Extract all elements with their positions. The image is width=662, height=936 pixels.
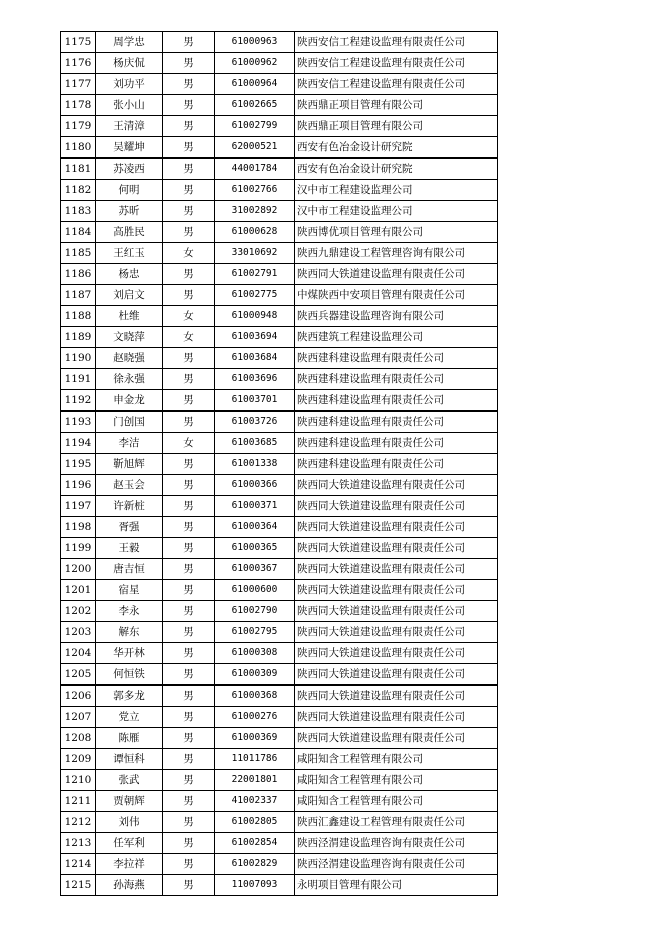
row-number-cell: 1205 xyxy=(61,664,96,686)
gender-cell: 女 xyxy=(163,306,215,327)
document-sheet xyxy=(60,31,498,896)
company-cell: 陕西同大铁道建设监理有限责任公司 xyxy=(295,728,498,749)
company-cell: 咸阳知含工程管理有限公司 xyxy=(295,770,498,791)
table-row xyxy=(61,475,498,496)
certificate-number-cell: 61000368 xyxy=(215,685,295,707)
certificate-number-cell: 61000628 xyxy=(215,222,295,243)
company-cell: 陕西汇鑫建设工程管理有限责任公司 xyxy=(295,812,498,833)
certificate-number-cell: 11007093 xyxy=(215,875,295,896)
certificate-number-cell: 41002337 xyxy=(215,791,295,812)
table-row xyxy=(61,222,498,243)
row-number-cell: 1212 xyxy=(61,812,96,833)
gender-cell: 男 xyxy=(163,285,215,306)
row-number-cell: 1204 xyxy=(61,643,96,664)
name-cell: 周学忠 xyxy=(96,32,163,53)
certificate-number-cell: 61000948 xyxy=(215,306,295,327)
table-row xyxy=(61,685,498,707)
company-cell: 汉中市工程建设监理公司 xyxy=(295,180,498,201)
table-row xyxy=(61,74,498,95)
company-cell: 陕西同大铁道建设监理有限责任公司 xyxy=(295,559,498,580)
row-number-cell: 1182 xyxy=(61,180,96,201)
gender-cell: 男 xyxy=(163,158,215,180)
company-cell: 陕西兵器建设监理咨询有限公司 xyxy=(295,306,498,327)
row-number-cell: 1202 xyxy=(61,601,96,622)
name-cell: 李拉祥 xyxy=(96,854,163,875)
name-cell: 徐永强 xyxy=(96,369,163,390)
row-number-cell: 1183 xyxy=(61,201,96,222)
certificate-number-cell: 22001801 xyxy=(215,770,295,791)
certificate-number-cell: 61000366 xyxy=(215,475,295,496)
certificate-number-cell: 61002791 xyxy=(215,264,295,285)
name-cell: 郭多龙 xyxy=(96,685,163,707)
certificate-number-cell: 61003684 xyxy=(215,348,295,369)
table-row xyxy=(61,538,498,559)
row-number-cell: 1200 xyxy=(61,559,96,580)
certificate-number-cell: 61000308 xyxy=(215,643,295,664)
name-cell: 华开林 xyxy=(96,643,163,664)
certificate-number-cell: 61002799 xyxy=(215,116,295,137)
table-row xyxy=(61,137,498,159)
table-row xyxy=(61,643,498,664)
row-number-cell: 1185 xyxy=(61,243,96,264)
name-cell: 任军利 xyxy=(96,833,163,854)
company-cell: 陕西安信工程建设监理有限责任公司 xyxy=(295,53,498,74)
gender-cell: 男 xyxy=(163,348,215,369)
table-row xyxy=(61,749,498,770)
certificate-number-cell: 62000521 xyxy=(215,137,295,159)
company-cell: 陕西同大铁道建设监理有限责任公司 xyxy=(295,707,498,728)
company-cell: 陕西同大铁道建设监理有限责任公司 xyxy=(295,664,498,686)
company-cell: 陕西同大铁道建设监理有限责任公司 xyxy=(295,496,498,517)
table-row xyxy=(61,158,498,180)
row-number-cell: 1193 xyxy=(61,411,96,433)
gender-cell: 男 xyxy=(163,664,215,686)
company-cell: 咸阳知含工程管理有限公司 xyxy=(295,749,498,770)
certificate-number-cell: 61000962 xyxy=(215,53,295,74)
table-row xyxy=(61,664,498,686)
table-row xyxy=(61,854,498,875)
table-row xyxy=(61,32,498,53)
row-number-cell: 1192 xyxy=(61,390,96,412)
gender-cell: 男 xyxy=(163,475,215,496)
name-cell: 高胜民 xyxy=(96,222,163,243)
row-number-cell: 1211 xyxy=(61,791,96,812)
name-cell: 杨庆侃 xyxy=(96,53,163,74)
row-number-cell: 1184 xyxy=(61,222,96,243)
company-cell: 西安有色冶金设计研究院 xyxy=(295,137,498,159)
name-cell: 王红玉 xyxy=(96,243,163,264)
name-cell: 赵晓强 xyxy=(96,348,163,369)
certificate-number-cell: 61000964 xyxy=(215,74,295,95)
company-cell: 咸阳知含工程管理有限公司 xyxy=(295,791,498,812)
table-row xyxy=(61,411,498,433)
row-number-cell: 1213 xyxy=(61,833,96,854)
row-number-cell: 1207 xyxy=(61,707,96,728)
company-cell: 陕西建科建设监理有限责任公司 xyxy=(295,369,498,390)
row-number-cell: 1176 xyxy=(61,53,96,74)
name-cell: 党立 xyxy=(96,707,163,728)
table-row xyxy=(61,580,498,601)
row-number-cell: 1199 xyxy=(61,538,96,559)
row-number-cell: 1177 xyxy=(61,74,96,95)
row-number-cell: 1181 xyxy=(61,158,96,180)
table-row xyxy=(61,833,498,854)
name-cell: 文晓萍 xyxy=(96,327,163,348)
name-cell: 张武 xyxy=(96,770,163,791)
company-cell: 陕西鼎正项目管理有限公司 xyxy=(295,116,498,137)
name-cell: 宿星 xyxy=(96,580,163,601)
company-cell: 陕西鼎正项目管理有限公司 xyxy=(295,95,498,116)
company-cell: 陕西同大铁道建设监理有限责任公司 xyxy=(295,601,498,622)
table-row xyxy=(61,601,498,622)
certificate-number-cell: 61000276 xyxy=(215,707,295,728)
row-number-cell: 1197 xyxy=(61,496,96,517)
row-number-cell: 1203 xyxy=(61,622,96,643)
certificate-number-cell: 61000600 xyxy=(215,580,295,601)
company-cell: 陕西建科建设监理有限责任公司 xyxy=(295,433,498,454)
name-cell: 孙海燕 xyxy=(96,875,163,896)
table-body xyxy=(61,32,498,896)
gender-cell: 男 xyxy=(163,685,215,707)
name-cell: 靳旭辉 xyxy=(96,454,163,475)
row-number-cell: 1208 xyxy=(61,728,96,749)
company-cell: 陕西同大铁道建设监理有限责任公司 xyxy=(295,264,498,285)
gender-cell: 男 xyxy=(163,454,215,475)
name-cell: 刘功平 xyxy=(96,74,163,95)
row-number-cell: 1198 xyxy=(61,517,96,538)
gender-cell: 男 xyxy=(163,601,215,622)
gender-cell: 男 xyxy=(163,791,215,812)
company-cell: 中煤陕西中安项目管理有限责任公司 xyxy=(295,285,498,306)
row-number-cell: 1186 xyxy=(61,264,96,285)
table-row xyxy=(61,770,498,791)
company-cell: 陕西同大铁道建设监理有限责任公司 xyxy=(295,475,498,496)
name-cell: 许新桩 xyxy=(96,496,163,517)
certificate-number-cell: 33010692 xyxy=(215,243,295,264)
name-cell: 唐吉恒 xyxy=(96,559,163,580)
table-row xyxy=(61,369,498,390)
certificate-number-cell: 61000369 xyxy=(215,728,295,749)
certificate-number-cell: 61000309 xyxy=(215,664,295,686)
company-cell: 陕西同大铁道建设监理有限责任公司 xyxy=(295,538,498,559)
name-cell: 苏凌西 xyxy=(96,158,163,180)
certificate-number-cell: 61000963 xyxy=(215,32,295,53)
gender-cell: 男 xyxy=(163,390,215,412)
gender-cell: 男 xyxy=(163,95,215,116)
certificate-number-cell: 44001784 xyxy=(215,158,295,180)
company-cell: 陕西同大铁道建设监理有限责任公司 xyxy=(295,517,498,538)
company-cell: 陕西九鼎建设工程管理咨询有限公司 xyxy=(295,243,498,264)
table-row xyxy=(61,707,498,728)
name-cell: 王清漳 xyxy=(96,116,163,137)
row-number-cell: 1194 xyxy=(61,433,96,454)
gender-cell: 男 xyxy=(163,580,215,601)
table-row xyxy=(61,243,498,264)
table-row xyxy=(61,812,498,833)
name-cell: 谭恒科 xyxy=(96,749,163,770)
certificate-number-cell: 61002795 xyxy=(215,622,295,643)
table-row xyxy=(61,180,498,201)
company-cell: 陕西同大铁道建设监理有限责任公司 xyxy=(295,622,498,643)
certificate-number-cell: 11011786 xyxy=(215,749,295,770)
company-cell: 汉中市工程建设监理公司 xyxy=(295,201,498,222)
certificate-number-cell: 61000364 xyxy=(215,517,295,538)
certificate-number-cell: 61000365 xyxy=(215,538,295,559)
row-number-cell: 1179 xyxy=(61,116,96,137)
gender-cell: 男 xyxy=(163,411,215,433)
table-row xyxy=(61,517,498,538)
company-cell: 陕西泾渭建设监理咨询有限责任公司 xyxy=(295,833,498,854)
table-row xyxy=(61,95,498,116)
row-number-cell: 1196 xyxy=(61,475,96,496)
certificate-number-cell: 61002775 xyxy=(215,285,295,306)
table-row xyxy=(61,53,498,74)
certificate-number-cell: 61003685 xyxy=(215,433,295,454)
certificate-number-cell: 61003701 xyxy=(215,390,295,412)
row-number-cell: 1187 xyxy=(61,285,96,306)
company-cell: 陕西建科建设监理有限责任公司 xyxy=(295,454,498,475)
row-number-cell: 1189 xyxy=(61,327,96,348)
name-cell: 胥强 xyxy=(96,517,163,538)
gender-cell: 男 xyxy=(163,875,215,896)
gender-cell: 男 xyxy=(163,496,215,517)
table-row xyxy=(61,622,498,643)
name-cell: 刘启文 xyxy=(96,285,163,306)
name-cell: 苏昕 xyxy=(96,201,163,222)
certificate-number-cell: 61003696 xyxy=(215,369,295,390)
table-row xyxy=(61,454,498,475)
company-cell: 陕西安信工程建设监理有限责任公司 xyxy=(295,74,498,95)
name-cell: 门创国 xyxy=(96,411,163,433)
table-row xyxy=(61,496,498,517)
certificate-number-cell: 31002892 xyxy=(215,201,295,222)
certificate-number-cell: 61000367 xyxy=(215,559,295,580)
name-cell: 赵玉会 xyxy=(96,475,163,496)
name-cell: 张小山 xyxy=(96,95,163,116)
table-row xyxy=(61,116,498,137)
company-cell: 陕西博优项目管理有限公司 xyxy=(295,222,498,243)
table-row xyxy=(61,875,498,896)
certificate-number-cell: 61002854 xyxy=(215,833,295,854)
certificate-number-cell: 61003694 xyxy=(215,327,295,348)
gender-cell: 男 xyxy=(163,53,215,74)
row-number-cell: 1190 xyxy=(61,348,96,369)
gender-cell: 男 xyxy=(163,728,215,749)
gender-cell: 男 xyxy=(163,770,215,791)
gender-cell: 男 xyxy=(163,517,215,538)
table-row xyxy=(61,285,498,306)
name-cell: 刘伟 xyxy=(96,812,163,833)
gender-cell: 男 xyxy=(163,201,215,222)
name-cell: 贾朝辉 xyxy=(96,791,163,812)
name-cell: 杜维 xyxy=(96,306,163,327)
row-number-cell: 1201 xyxy=(61,580,96,601)
table-row xyxy=(61,348,498,369)
gender-cell: 男 xyxy=(163,643,215,664)
table-row xyxy=(61,327,498,348)
gender-cell: 男 xyxy=(163,116,215,137)
table-row xyxy=(61,306,498,327)
company-cell: 陕西泾渭建设监理咨询有限责任公司 xyxy=(295,854,498,875)
name-cell: 陈雁 xyxy=(96,728,163,749)
row-number-cell: 1210 xyxy=(61,770,96,791)
gender-cell: 女 xyxy=(163,433,215,454)
gender-cell: 男 xyxy=(163,833,215,854)
gender-cell: 男 xyxy=(163,854,215,875)
certificate-number-cell: 61000371 xyxy=(215,496,295,517)
certificate-number-cell: 61003726 xyxy=(215,411,295,433)
name-cell: 何恒铁 xyxy=(96,664,163,686)
row-number-cell: 1214 xyxy=(61,854,96,875)
table-row xyxy=(61,433,498,454)
company-cell: 陕西建科建设监理有限责任公司 xyxy=(295,411,498,433)
table-row xyxy=(61,728,498,749)
gender-cell: 男 xyxy=(163,32,215,53)
company-cell: 陕西同大铁道建设监理有限责任公司 xyxy=(295,580,498,601)
table-row xyxy=(61,559,498,580)
gender-cell: 男 xyxy=(163,538,215,559)
gender-cell: 男 xyxy=(163,707,215,728)
registry-table xyxy=(60,31,498,896)
gender-cell: 男 xyxy=(163,264,215,285)
gender-cell: 男 xyxy=(163,812,215,833)
row-number-cell: 1209 xyxy=(61,749,96,770)
certificate-number-cell: 61002805 xyxy=(215,812,295,833)
company-cell: 永明项目管理有限公司 xyxy=(295,875,498,896)
row-number-cell: 1175 xyxy=(61,32,96,53)
company-cell: 陕西安信工程建设监理有限责任公司 xyxy=(295,32,498,53)
gender-cell: 男 xyxy=(163,180,215,201)
company-cell: 陕西同大铁道建设监理有限责任公司 xyxy=(295,643,498,664)
certificate-number-cell: 61002829 xyxy=(215,854,295,875)
row-number-cell: 1215 xyxy=(61,875,96,896)
name-cell: 李洁 xyxy=(96,433,163,454)
company-cell: 西安有色冶金设计研究院 xyxy=(295,158,498,180)
gender-cell: 女 xyxy=(163,243,215,264)
table-row xyxy=(61,791,498,812)
certificate-number-cell: 61002665 xyxy=(215,95,295,116)
gender-cell: 男 xyxy=(163,749,215,770)
row-number-cell: 1180 xyxy=(61,137,96,159)
gender-cell: 男 xyxy=(163,559,215,580)
certificate-number-cell: 61001338 xyxy=(215,454,295,475)
certificate-number-cell: 61002790 xyxy=(215,601,295,622)
name-cell: 解东 xyxy=(96,622,163,643)
name-cell: 吴耀坤 xyxy=(96,137,163,159)
row-number-cell: 1188 xyxy=(61,306,96,327)
gender-cell: 男 xyxy=(163,137,215,159)
gender-cell: 男 xyxy=(163,622,215,643)
table-row xyxy=(61,390,498,412)
company-cell: 陕西建科建设监理有限责任公司 xyxy=(295,348,498,369)
name-cell: 何明 xyxy=(96,180,163,201)
company-cell: 陕西建筑工程建设监理公司 xyxy=(295,327,498,348)
company-cell: 陕西建科建设监理有限责任公司 xyxy=(295,390,498,412)
table-row xyxy=(61,264,498,285)
name-cell: 王毅 xyxy=(96,538,163,559)
name-cell: 申金龙 xyxy=(96,390,163,412)
gender-cell: 男 xyxy=(163,369,215,390)
table-row xyxy=(61,201,498,222)
gender-cell: 男 xyxy=(163,222,215,243)
row-number-cell: 1178 xyxy=(61,95,96,116)
certificate-number-cell: 61002766 xyxy=(215,180,295,201)
gender-cell: 女 xyxy=(163,327,215,348)
row-number-cell: 1206 xyxy=(61,685,96,707)
name-cell: 李永 xyxy=(96,601,163,622)
name-cell: 杨忠 xyxy=(96,264,163,285)
gender-cell: 男 xyxy=(163,74,215,95)
row-number-cell: 1195 xyxy=(61,454,96,475)
row-number-cell: 1191 xyxy=(61,369,96,390)
company-cell: 陕西同大铁道建设监理有限责任公司 xyxy=(295,685,498,707)
